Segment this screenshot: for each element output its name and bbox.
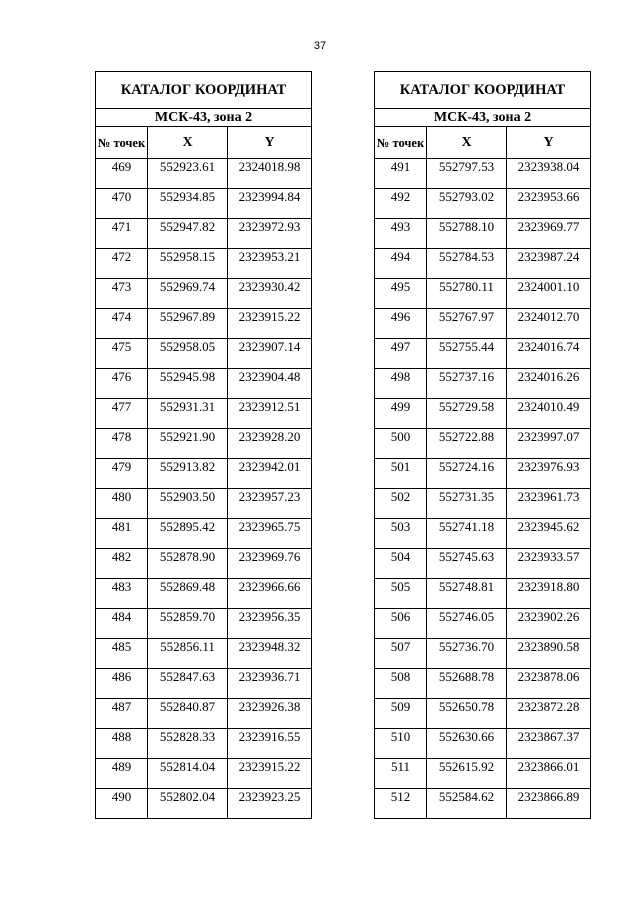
- cell-x: 552650.78: [427, 699, 507, 729]
- table-row: [375, 399, 591, 429]
- column-header-x: X: [427, 127, 507, 159]
- table-row: [96, 309, 312, 339]
- cell-y: 2323966.66: [228, 579, 312, 609]
- cell-point-number: 469: [96, 159, 148, 189]
- cell-y: 2323890.58: [507, 639, 591, 669]
- cell-y: 2323997.07: [507, 429, 591, 459]
- table-subtitle: МСК-43, зона 2: [96, 109, 312, 127]
- cell-point-number: 479: [96, 459, 148, 489]
- table-title: КАТАЛОГ КООРДИНАТ: [375, 72, 591, 109]
- cell-x: 552737.16: [427, 369, 507, 399]
- cell-point-number: 481: [96, 519, 148, 549]
- cell-x: 552748.81: [427, 579, 507, 609]
- cell-point-number: 472: [96, 249, 148, 279]
- table-row: [375, 639, 591, 669]
- cell-x: 552688.78: [427, 669, 507, 699]
- cell-x: 552784.53: [427, 249, 507, 279]
- cell-y: 2323956.35: [228, 609, 312, 639]
- cell-x: 552793.02: [427, 189, 507, 219]
- table-row: [375, 249, 591, 279]
- cell-x: 552802.04: [148, 789, 228, 819]
- cell-x: 552724.16: [427, 459, 507, 489]
- cell-y: 2323872.28: [507, 699, 591, 729]
- table-subtitle: МСК-43, зона 2: [375, 109, 591, 127]
- cell-x: 552934.85: [148, 189, 228, 219]
- cell-point-number: 494: [375, 249, 427, 279]
- cell-x: 552745.63: [427, 549, 507, 579]
- cell-x: 552878.90: [148, 549, 228, 579]
- table-row: [375, 729, 591, 759]
- cell-point-number: 500: [375, 429, 427, 459]
- cell-x: 552958.15: [148, 249, 228, 279]
- cell-y: 2324012.70: [507, 309, 591, 339]
- cell-point-number: 509: [375, 699, 427, 729]
- table-row: [96, 789, 312, 819]
- cell-point-number: 470: [96, 189, 148, 219]
- cell-point-number: 505: [375, 579, 427, 609]
- cell-point-number: 476: [96, 369, 148, 399]
- table-row: [375, 369, 591, 399]
- cell-x: 552731.35: [427, 489, 507, 519]
- cell-point-number: 511: [375, 759, 427, 789]
- cell-y: 2323953.21: [228, 249, 312, 279]
- table-row: [375, 279, 591, 309]
- cell-x: 552895.42: [148, 519, 228, 549]
- table-row: [375, 159, 591, 189]
- cell-y: 2323987.24: [507, 249, 591, 279]
- cell-y: 2323866.01: [507, 759, 591, 789]
- table-row: [96, 429, 312, 459]
- cell-y: 2323904.48: [228, 369, 312, 399]
- cell-y: 2323969.76: [228, 549, 312, 579]
- cell-point-number: 504: [375, 549, 427, 579]
- cell-y: 2323926.38: [228, 699, 312, 729]
- cell-y: 2323928.20: [228, 429, 312, 459]
- cell-y: 2323867.37: [507, 729, 591, 759]
- table-row: [375, 429, 591, 459]
- cell-y: 2323969.77: [507, 219, 591, 249]
- table-body: [96, 159, 312, 819]
- table-row: [375, 759, 591, 789]
- cell-x: 552814.04: [148, 759, 228, 789]
- table-title: КАТАЛОГ КООРДИНАТ: [96, 72, 312, 109]
- table-row: [96, 249, 312, 279]
- cell-point-number: 508: [375, 669, 427, 699]
- cell-x: 552780.11: [427, 279, 507, 309]
- cell-y: 2323930.42: [228, 279, 312, 309]
- cell-y: 2323918.80: [507, 579, 591, 609]
- cell-x: 552840.87: [148, 699, 228, 729]
- cell-y: 2323972.93: [228, 219, 312, 249]
- cell-x: 552746.05: [427, 609, 507, 639]
- table-row: [375, 549, 591, 579]
- cell-x: 552584.62: [427, 789, 507, 819]
- cell-point-number: 498: [375, 369, 427, 399]
- cell-point-number: 502: [375, 489, 427, 519]
- cell-point-number: 480: [96, 489, 148, 519]
- cell-y: 2323945.62: [507, 519, 591, 549]
- cell-point-number: 492: [375, 189, 427, 219]
- cell-y: 2323965.75: [228, 519, 312, 549]
- cell-x: 552913.82: [148, 459, 228, 489]
- table-row: [96, 759, 312, 789]
- cell-point-number: 486: [96, 669, 148, 699]
- cell-y: 2323994.84: [228, 189, 312, 219]
- table-row: [96, 609, 312, 639]
- cell-x: 552736.70: [427, 639, 507, 669]
- table-row: [96, 549, 312, 579]
- cell-y: 2323938.04: [507, 159, 591, 189]
- table-row: [375, 579, 591, 609]
- table-row: [375, 519, 591, 549]
- table-row: [96, 729, 312, 759]
- cell-point-number: 477: [96, 399, 148, 429]
- cell-x: 552969.74: [148, 279, 228, 309]
- cell-point-number: 474: [96, 309, 148, 339]
- cell-point-number: 485: [96, 639, 148, 669]
- cell-point-number: 495: [375, 279, 427, 309]
- column-header-x: X: [148, 127, 228, 159]
- cell-x: 552856.11: [148, 639, 228, 669]
- cell-y: 2323961.73: [507, 489, 591, 519]
- cell-point-number: 488: [96, 729, 148, 759]
- cell-x: 552630.66: [427, 729, 507, 759]
- cell-y: 2324016.26: [507, 369, 591, 399]
- cell-point-number: 506: [375, 609, 427, 639]
- cell-y: 2324010.49: [507, 399, 591, 429]
- cell-y: 2323912.51: [228, 399, 312, 429]
- cell-x: 552859.70: [148, 609, 228, 639]
- table-row: [96, 189, 312, 219]
- table-row: [96, 699, 312, 729]
- column-header-point-number: № точек: [96, 127, 148, 159]
- cell-x: 552767.97: [427, 309, 507, 339]
- cell-y: 2323923.25: [228, 789, 312, 819]
- cell-y: 2323953.66: [507, 189, 591, 219]
- cell-y: 2324016.74: [507, 339, 591, 369]
- table-row: [375, 489, 591, 519]
- cell-point-number: 483: [96, 579, 148, 609]
- cell-x: 552903.50: [148, 489, 228, 519]
- column-header-y: Y: [228, 127, 312, 159]
- table-row: [96, 159, 312, 189]
- cell-point-number: 482: [96, 549, 148, 579]
- cell-y: 2324001.10: [507, 279, 591, 309]
- table-body: [375, 159, 591, 819]
- cell-x: 552958.05: [148, 339, 228, 369]
- table-row: [96, 369, 312, 399]
- cell-y: 2323907.14: [228, 339, 312, 369]
- table-row: [375, 699, 591, 729]
- table-row: [375, 189, 591, 219]
- coordinate-catalog-table-right: [374, 71, 591, 819]
- table-row: [96, 219, 312, 249]
- cell-x: 552828.33: [148, 729, 228, 759]
- cell-y: 2323942.01: [228, 459, 312, 489]
- cell-x: 552967.89: [148, 309, 228, 339]
- table-row: [96, 669, 312, 699]
- cell-point-number: 475: [96, 339, 148, 369]
- table-row: [375, 789, 591, 819]
- cell-y: 2323957.23: [228, 489, 312, 519]
- table-row: [96, 339, 312, 369]
- cell-y: 2323866.89: [507, 789, 591, 819]
- table-row: [96, 399, 312, 429]
- page-number: 37: [313, 40, 327, 52]
- cell-x: 552945.98: [148, 369, 228, 399]
- cell-point-number: 489: [96, 759, 148, 789]
- table-row: [375, 669, 591, 699]
- table-row: [96, 459, 312, 489]
- cell-y: 2323933.57: [507, 549, 591, 579]
- cell-x: 552797.53: [427, 159, 507, 189]
- table-row: [96, 639, 312, 669]
- cell-y: 2323878.06: [507, 669, 591, 699]
- cell-x: 552847.63: [148, 669, 228, 699]
- cell-y: 2323916.55: [228, 729, 312, 759]
- cell-point-number: 478: [96, 429, 148, 459]
- table-row: [375, 339, 591, 369]
- cell-point-number: 484: [96, 609, 148, 639]
- table-row: [96, 579, 312, 609]
- table-row: [375, 609, 591, 639]
- table-row: [96, 279, 312, 309]
- table-row: [96, 519, 312, 549]
- cell-y: 2323902.26: [507, 609, 591, 639]
- cell-point-number: 487: [96, 699, 148, 729]
- cell-point-number: 496: [375, 309, 427, 339]
- cell-x: 552788.10: [427, 219, 507, 249]
- cell-point-number: 501: [375, 459, 427, 489]
- table-row: [375, 459, 591, 489]
- cell-point-number: 490: [96, 789, 148, 819]
- cell-point-number: 493: [375, 219, 427, 249]
- cell-point-number: 473: [96, 279, 148, 309]
- cell-x: 552923.61: [148, 159, 228, 189]
- cell-y: 2323915.22: [228, 309, 312, 339]
- cell-point-number: 491: [375, 159, 427, 189]
- cell-point-number: 512: [375, 789, 427, 819]
- cell-point-number: 499: [375, 399, 427, 429]
- table-row: [375, 219, 591, 249]
- cell-point-number: 507: [375, 639, 427, 669]
- cell-y: 2323936.71: [228, 669, 312, 699]
- cell-x: 552729.58: [427, 399, 507, 429]
- cell-y: 2324018.98: [228, 159, 312, 189]
- cell-point-number: 497: [375, 339, 427, 369]
- table-row: [375, 309, 591, 339]
- cell-y: 2323948.32: [228, 639, 312, 669]
- cell-x: 552722.88: [427, 429, 507, 459]
- cell-y: 2323915.22: [228, 759, 312, 789]
- cell-x: 552755.44: [427, 339, 507, 369]
- cell-x: 552931.31: [148, 399, 228, 429]
- column-header-y: Y: [507, 127, 591, 159]
- cell-point-number: 471: [96, 219, 148, 249]
- cell-x: 552741.18: [427, 519, 507, 549]
- cell-x: 552947.82: [148, 219, 228, 249]
- table-row: [96, 489, 312, 519]
- cell-point-number: 510: [375, 729, 427, 759]
- cell-x: 552615.92: [427, 759, 507, 789]
- column-header-point-number: № точек: [375, 127, 427, 159]
- cell-y: 2323976.93: [507, 459, 591, 489]
- cell-x: 552921.90: [148, 429, 228, 459]
- coordinate-catalog-table-left: [95, 71, 312, 819]
- cell-point-number: 503: [375, 519, 427, 549]
- cell-x: 552869.48: [148, 579, 228, 609]
